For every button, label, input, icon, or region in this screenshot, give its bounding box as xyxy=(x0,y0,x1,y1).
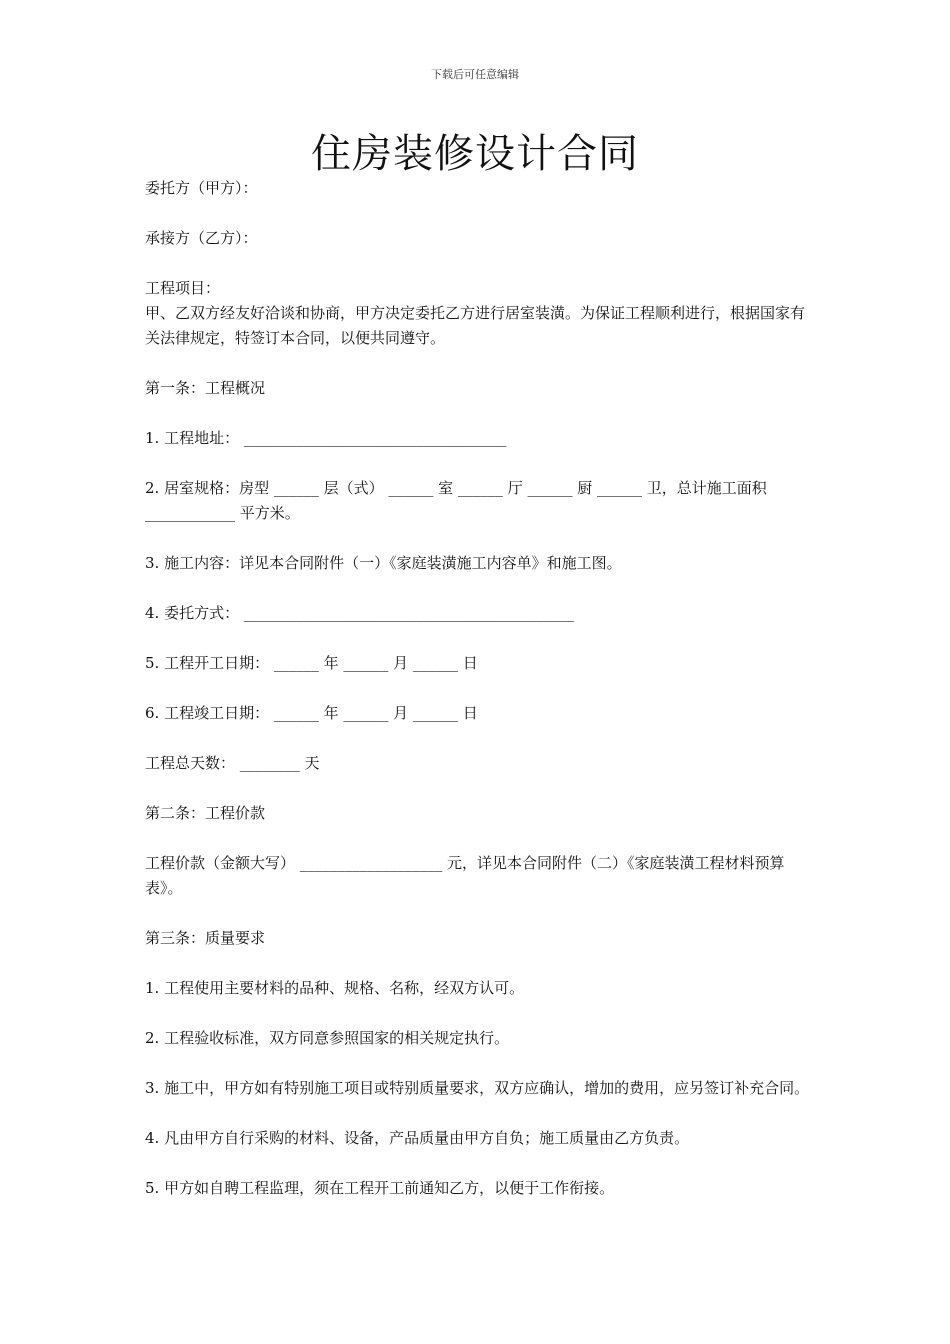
quality-item-2: 2. 工程验收标准，双方同意参照国家的相关规定执行。 xyxy=(145,1029,510,1047)
start-date-line: 5. 工程开工日期： ______ 年 ______ 月 ______ 日 xyxy=(145,654,478,672)
room-spec-line: 2. 居室规格：房型 ______ 层（式） ______ 室 ______ 厅 ______ 厨 ______ 卫，总计施工面积 ____________ 平方米。 xyxy=(145,479,772,522)
commission-method-line: 4. 委托方式： ____________________________________________ xyxy=(145,604,574,622)
construction-content-line: 3. 施工内容：详见本合同附件（一）《家庭装潢施工内容单》和施工图。 xyxy=(145,554,622,572)
quality-item-1: 1. 工程使用主要材料的品种、规格、名称，经双方认可。 xyxy=(145,979,525,997)
contract-body xyxy=(145,176,810,1201)
quality-item-3: 3. 施工中，甲方如有特别施工项目或特别质量要求，双方应确认，增加的费用，应另签订补充合同。 xyxy=(145,1079,810,1097)
article-1-heading: 第一条：工程概况 xyxy=(145,379,266,397)
contractor-line: 承接方（乙方）： xyxy=(145,229,258,247)
completion-date-line: 6. 工程竣工日期： ______ 年 ______ 月 ______ 日 xyxy=(145,704,478,722)
article-3-heading: 第三条：质量要求 xyxy=(145,929,266,947)
article-2-heading: 第二条：工程价款 xyxy=(145,804,266,822)
project-line: 工程项目： xyxy=(145,279,221,297)
client-line: 委托方（甲方）： xyxy=(145,179,258,197)
intro-paragraph: 甲、乙双方经友好洽谈和协商，甲方决定委托乙方进行居室装潢。为保证工程顺利进行，根据国家有关法律规定，特签订本合同，以便共同遵守。 xyxy=(145,304,806,347)
project-address-line: 1. 工程地址： ___________________________________ xyxy=(145,429,507,447)
total-days-line: 工程总天数： ________ 天 xyxy=(145,754,320,772)
quality-item-4: 4. 凡由甲方自行采购的材料、设备，产品质量由甲方自负；施工质量由乙方负责。 xyxy=(145,1129,690,1147)
project-price-paragraph: 工程价款（金额大写） ___________________ 元，详见本合同附件（二）《家庭装潢工程材料预算表》。 xyxy=(145,854,785,897)
quality-item-5: 5. 甲方如自聘工程监理，须在工程开工前通知乙方，以便于工作衔接。 xyxy=(145,1179,615,1197)
document-title: 住房装修设计合同 xyxy=(311,131,639,177)
page-header: 下载后可任意编辑 xyxy=(431,68,519,81)
